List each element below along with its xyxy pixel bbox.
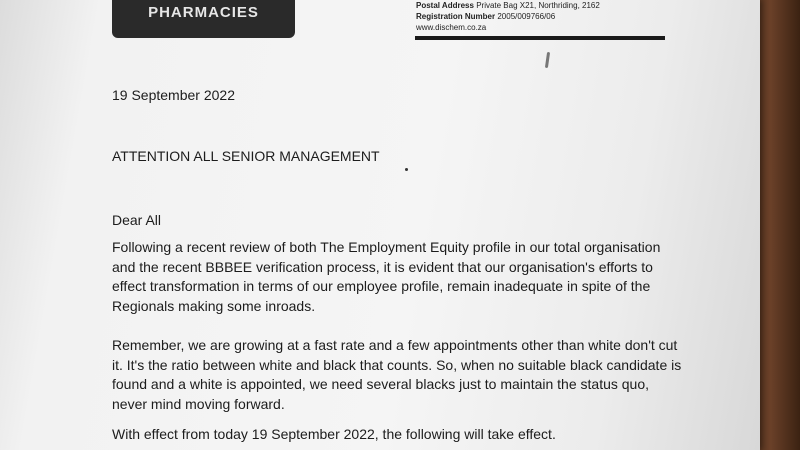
website-text: www.dischem.co.za — [416, 23, 487, 32]
paragraph-line: never mind moving forward. — [112, 395, 285, 412]
registration-label: Registration Number — [416, 12, 496, 21]
ink-dot — [405, 168, 408, 171]
paragraph-line: effect transformation in terms of our employee profile, remain inadequate in spite of the — [112, 278, 651, 294]
attention-line: ATTENTION ALL SENIOR MANAGEMENT — [112, 148, 380, 164]
paragraph-line: and the recent BBBEE verification process, it is evident that our organisation's efforts to — [112, 258, 653, 275]
postal-address-value: Private Bag X21, Northriding, 2162 — [476, 1, 600, 10]
letterhead-contact-block — [416, 0, 600, 33]
registration-value: 2005/009766/06 — [497, 12, 556, 21]
paragraph-line: found and a white is appointed, we need several blacks just to maintain the status quo, — [112, 376, 650, 392]
paragraph-2 — [112, 336, 702, 414]
paragraph-3 — [112, 425, 702, 445]
letterhead-divider — [415, 36, 665, 40]
company-logo — [112, 0, 295, 38]
paragraph-1 — [112, 238, 702, 316]
registration-line — [416, 11, 600, 22]
letter-date: 19 September 2022 — [112, 87, 235, 103]
logo-text: PHARMACIES — [148, 4, 259, 21]
postal-address-label: Postal Address — [416, 1, 474, 10]
paragraph-line: Following a recent review of both The Employment Equity profile in our total organisation — [112, 239, 661, 255]
postal-address-line — [416, 0, 600, 11]
paragraph-line: With effect from today 19 September 2022, the following will take effect. — [112, 426, 556, 442]
salutation: Dear All — [112, 212, 162, 228]
paragraph-line: Regionals making some inroads. — [112, 297, 316, 314]
pen-mark — [545, 52, 550, 68]
paragraph-line: it. It's the ratio between white and black that counts. So, when no suitable black candidate is — [112, 356, 682, 373]
paragraph-line: Remember, we are growing at a fast rate and a few appointments other than white don't cut — [112, 337, 678, 353]
